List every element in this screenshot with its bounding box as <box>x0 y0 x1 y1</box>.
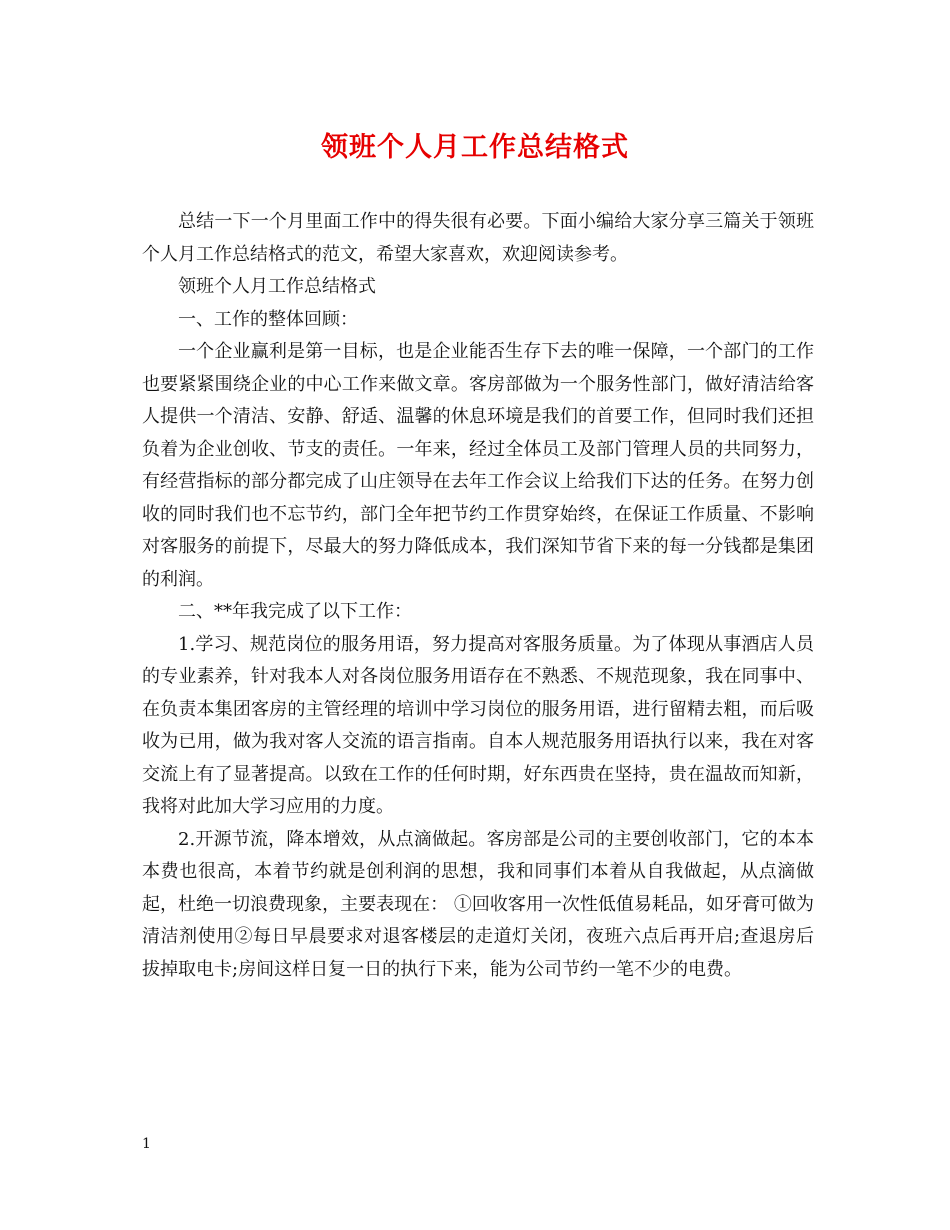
page-number: 1 <box>142 1136 151 1152</box>
document-body <box>142 206 814 986</box>
section-heading-overview: 一、工作的整体回顾： <box>178 308 358 330</box>
body-paragraph: 2.开源节流，降本增效，从点滴做起。客房部是公司的主要创收部门，它的本本本费也很高，本着节约就是创利润的思想，我和同事们本着从自我做起，从点滴做起，杜绝一切浪费现象，主要表现在： ①回收客用一次性低值易耗品，如牙膏可做为清洁剂使用②每日早晨要求对退客楼层的走道灯关闭，夜班六点后再开启;查退房后拔掉取电卡;房间这样日复一日的执行下来，能为公司节约一笔不少的电费。 <box>142 828 814 980</box>
section-heading: 领班个人月工作总结格式 <box>178 276 376 297</box>
body-paragraph: 一个企业赢利是第一目标，也是企业能否生存下去的唯一保障，一个部门的工作也要紧紧围绕企业的中心工作来做文章。客房部做为一个服务性部门，做好清洁给客人提供一个清洁、安静、舒适、温馨的休息环境是我们的首要工作，但同时我们还担负着为企业创收、节支的责任。一年来，经过全体员工及部门管理人员的共同努力，有经营指标的部分都完成了山庄领导在去年工作会议上给我们下达的任务。在努力创收的同时我们也不忘节约，部门全年把节约工作贯穿始终，在保证工作质量、不影响对客服务的前提下，尽最大的努力降低成本，我们深知节省下来的每一分钱都是集团的利润。 <box>142 341 814 590</box>
body-paragraph: 1.学习、规范岗位的服务用语，努力提高对客服务质量。为了体现从事酒店人员的专业素养，针对我本人对各岗位服务用语存在不熟悉、不规范现象，我在同事中、在负责本集团客房的主管经理的培训中学习岗位的服务用语，进行留精去粗，而后吸收为已用，做为我对客人交流的语言指南。自本人规范服务用语执行以来，我在对客交流上有了显著提高。以致在工作的任何时期，好东西贵在坚持，贵在温故而知新，我将对此加大学习应用的力度。 <box>142 633 814 817</box>
intro-paragraph: 总结一下一个月里面工作中的得失很有必要。下面小编给大家分享三篇关于领班个人月工作总结格式的范文，希望大家喜欢，欢迎阅读参考。 <box>142 211 814 265</box>
document-title: 领班个人月工作总结格式 <box>321 132 629 163</box>
section-heading-completed-work: 二、**年我完成了以下工作： <box>178 601 412 622</box>
